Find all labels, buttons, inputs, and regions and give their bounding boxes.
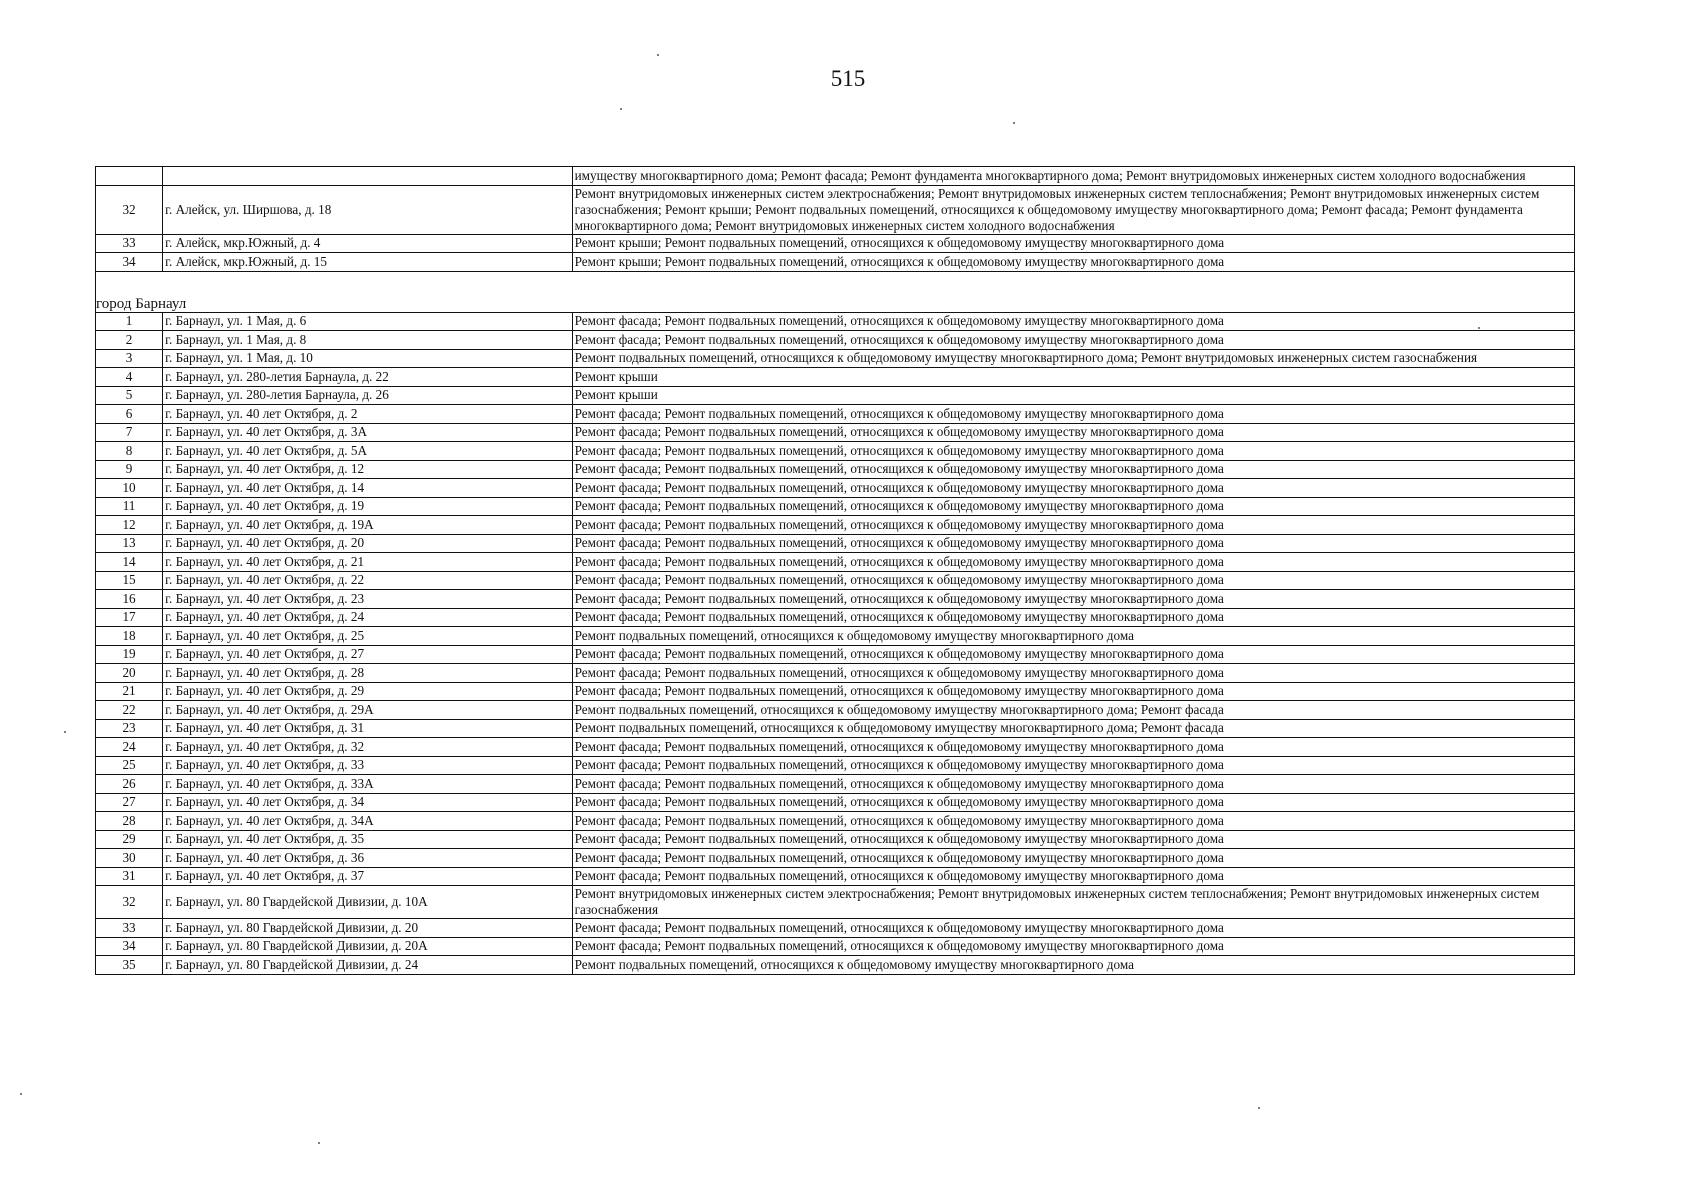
row-works: Ремонт фасада; Ремонт подвальных помещений, относящихся к общедомовому имуществу многоквартирного дома (572, 460, 1574, 479)
row-address: г. Барнаул, ул. 40 лет Октября, д. 19А (163, 516, 573, 535)
row-works: Ремонт фасада; Ремонт подвальных помещений, относящихся к общедомовому имуществу многоквартирного дома (572, 775, 1574, 794)
row-address: г. Алейск, мкр.Южный, д. 4 (163, 234, 573, 253)
table-row (96, 627, 1575, 646)
table-row (96, 645, 1575, 664)
row-address: г. Барнаул, ул. 40 лет Октября, д. 14 (163, 479, 573, 498)
table-row (96, 919, 1575, 938)
table-row (96, 775, 1575, 794)
row-address: г. Барнаул, ул. 40 лет Октября, д. 32 (163, 738, 573, 757)
row-number: 34 (96, 253, 163, 272)
spacer-row (96, 271, 1575, 292)
scan-speck (1478, 327, 1480, 329)
table-row (96, 516, 1575, 535)
row-address: г. Барнаул, ул. 1 Мая, д. 10 (163, 349, 573, 368)
table-row (96, 405, 1575, 424)
row-number: 3 (96, 349, 163, 368)
row-works: Ремонт крыши (572, 386, 1574, 405)
row-number: 12 (96, 516, 163, 535)
table-row (96, 386, 1575, 405)
row-address: г. Барнаул, ул. 40 лет Октября, д. 33А (163, 775, 573, 794)
row-number: 19 (96, 645, 163, 664)
row-number: 9 (96, 460, 163, 479)
table-row (96, 738, 1575, 757)
table-row (96, 553, 1575, 572)
row-works: Ремонт фасада; Ремонт подвальных помещений, относящихся к общедомовому имуществу многоквартирного дома (572, 571, 1574, 590)
row-works: Ремонт фасада; Ремонт подвальных помещений, относящихся к общедомовому имуществу многоквартирного дома (572, 442, 1574, 461)
row-number: 20 (96, 664, 163, 683)
table-row (96, 497, 1575, 516)
table-row (96, 849, 1575, 868)
row-works: Ремонт фасада; Ремонт подвальных помещений, относящихся к общедомовому имуществу многоквартирного дома (572, 497, 1574, 516)
row-works: Ремонт фасада; Ремонт подвальных помещений, относящихся к общедомовому имуществу многоквартирного дома (572, 645, 1574, 664)
table-row (96, 234, 1575, 253)
row-address: г. Барнаул, ул. 40 лет Октября, д. 20 (163, 534, 573, 553)
row-works: Ремонт фасада; Ремонт подвальных помещений, относящихся к общедомовому имуществу многоквартирного дома (572, 405, 1574, 424)
row-number (96, 167, 163, 186)
row-number: 35 (96, 956, 163, 975)
row-address: г. Барнаул, ул. 40 лет Октября, д. 21 (163, 553, 573, 572)
row-number: 11 (96, 497, 163, 516)
row-number: 24 (96, 738, 163, 757)
row-works: Ремонт фасада; Ремонт подвальных помещений, относящихся к общедомовому имуществу многоквартирного дома (572, 423, 1574, 442)
table-row (96, 442, 1575, 461)
row-number: 28 (96, 812, 163, 831)
row-address: г. Барнаул, ул. 40 лет Октября, д. 36 (163, 849, 573, 868)
row-works: Ремонт фасада; Ремонт подвальных помещений, относящихся к общедомовому имуществу многоквартирного дома (572, 590, 1574, 609)
row-number: 31 (96, 867, 163, 886)
row-works: Ремонт внутридомовых инженерных систем электроснабжения; Ремонт внутридомовых инженерных систем теплоснабжения; Ремонт внутридомовых инженерных систем газоснабжения (572, 886, 1574, 919)
row-number: 2 (96, 331, 163, 350)
row-number: 15 (96, 571, 163, 590)
row-works: Ремонт фасада; Ремонт подвальных помещений, относящихся к общедомовому имуществу многоквартирного дома (572, 937, 1574, 956)
row-number: 18 (96, 627, 163, 646)
row-address: г. Барнаул, ул. 40 лет Октября, д. 31 (163, 719, 573, 738)
row-works: Ремонт подвальных помещений, относящихся к общедомовому имуществу многоквартирного дома (572, 627, 1574, 646)
row-works: Ремонт фасада; Ремонт подвальных помещений, относящихся к общедомовому имуществу многоквартирного дома (572, 812, 1574, 831)
scan-speck (620, 108, 622, 110)
section-title: город Барнаул (96, 292, 1575, 313)
row-works: Ремонт подвальных помещений, относящихся к общедомовому имуществу многоквартирного дома; Ремонт фасада (572, 719, 1574, 738)
row-number: 29 (96, 830, 163, 849)
page-number: 515 (830, 66, 866, 91)
row-address: г. Барнаул, ул. 40 лет Октября, д. 28 (163, 664, 573, 683)
table-row (96, 793, 1575, 812)
row-address: г. Барнаул, ул. 40 лет Октября, д. 34А (163, 812, 573, 831)
row-works: Ремонт крыши; Ремонт подвальных помещений, относящихся к общедомовому имуществу многоквартирного дома (572, 253, 1574, 272)
row-address: г. Барнаул, ул. 80 Гвардейской Дивизии, д. 20А (163, 937, 573, 956)
table-row (96, 349, 1575, 368)
section-header-row (96, 292, 1575, 313)
row-address: г. Барнаул, ул. 40 лет Октября, д. 27 (163, 645, 573, 664)
table-row (96, 830, 1575, 849)
row-address: г. Барнаул, ул. 1 Мая, д. 8 (163, 331, 573, 350)
row-number: 26 (96, 775, 163, 794)
row-number: 17 (96, 608, 163, 627)
table-row (96, 590, 1575, 609)
row-works: Ремонт фасада; Ремонт подвальных помещений, относящихся к общедомовому имуществу многоквартирного дома (572, 793, 1574, 812)
row-number: 30 (96, 849, 163, 868)
row-number: 14 (96, 553, 163, 572)
row-works: Ремонт фасада; Ремонт подвальных помещений, относящихся к общедомовому имуществу многоквартирного дома (572, 756, 1574, 775)
row-address: г. Барнаул, ул. 80 Гвардейской Дивизии, д. 20 (163, 919, 573, 938)
table-row (96, 886, 1575, 919)
row-works: Ремонт фасада; Ремонт подвальных помещений, относящихся к общедомовому имуществу многоквартирного дома (572, 682, 1574, 701)
table-row (96, 534, 1575, 553)
row-number: 8 (96, 442, 163, 461)
row-address: г. Алейск, ул. Ширшова, д. 18 (163, 185, 573, 234)
repair-registry-table (95, 166, 1575, 975)
row-address: г. Барнаул, ул. 40 лет Октября, д. 34 (163, 793, 573, 812)
table-row (96, 701, 1575, 720)
table-row (96, 867, 1575, 886)
row-number: 5 (96, 386, 163, 405)
row-number: 32 (96, 886, 163, 919)
table-row (96, 479, 1575, 498)
table-row (96, 812, 1575, 831)
scan-speck (318, 1142, 320, 1144)
row-number: 32 (96, 185, 163, 234)
table-row (96, 956, 1575, 975)
row-works: Ремонт внутридомовых инженерных систем электроснабжения; Ремонт внутридомовых инженерных систем теплоснабжения; Ремонт внутридомовых инженерных систем газоснабжения; Ремонт крыши; Ремонт подвальных помещений, относящихся к общедомовому имуществу многоквартирного дома; Ремонт фасада; Ремонт фундамента многоквартирного дома; Ремонт внутридомовых инженерных систем холодного водоснабжения (572, 185, 1574, 234)
row-number: 13 (96, 534, 163, 553)
scan-speck (64, 731, 66, 733)
table-row (96, 167, 1575, 186)
row-address: г. Барнаул, ул. 40 лет Октября, д. 19 (163, 497, 573, 516)
row-address: г. Барнаул, ул. 80 Гвардейской Дивизии, д. 24 (163, 956, 573, 975)
row-address: г. Барнаул, ул. 40 лет Октября, д. 2 (163, 405, 573, 424)
table-row (96, 423, 1575, 442)
row-works: Ремонт фасада; Ремонт подвальных помещений, относящихся к общедомовому имуществу многоквартирного дома (572, 312, 1574, 331)
row-number: 23 (96, 719, 163, 738)
row-works: Ремонт фасада; Ремонт подвальных помещений, относящихся к общедомовому имуществу многоквартирного дома (572, 919, 1574, 938)
table-row (96, 312, 1575, 331)
table-row (96, 331, 1575, 350)
table-row (96, 253, 1575, 272)
row-number: 16 (96, 590, 163, 609)
row-number: 4 (96, 368, 163, 387)
row-works: Ремонт подвальных помещений, относящихся к общедомовому имуществу многоквартирного дома; Ремонт фасада (572, 701, 1574, 720)
row-works: Ремонт фасада; Ремонт подвальных помещений, относящихся к общедомовому имуществу многоквартирного дома (572, 331, 1574, 350)
row-address: г. Барнаул, ул. 40 лет Октября, д. 37 (163, 867, 573, 886)
row-number: 21 (96, 682, 163, 701)
row-works: Ремонт крыши (572, 368, 1574, 387)
row-address: г. Барнаул, ул. 40 лет Октября, д. 23 (163, 590, 573, 609)
row-works: Ремонт фасада; Ремонт подвальных помещений, относящихся к общедомовому имуществу многоквартирного дома (572, 516, 1574, 535)
row-address: г. Барнаул, ул. 40 лет Октября, д. 33 (163, 756, 573, 775)
table-row (96, 185, 1575, 234)
row-works: Ремонт фасада; Ремонт подвальных помещений, относящихся к общедомовому имуществу многоквартирного дома (572, 479, 1574, 498)
row-works: Ремонт крыши; Ремонт подвальных помещений, относящихся к общедомовому имуществу многоквартирного дома (572, 234, 1574, 253)
row-address: г. Барнаул, ул. 40 лет Октября, д. 24 (163, 608, 573, 627)
row-address: г. Барнаул, ул. 40 лет Октября, д. 29А (163, 701, 573, 720)
scan-speck (1258, 1107, 1260, 1109)
row-number: 7 (96, 423, 163, 442)
table-row (96, 937, 1575, 956)
row-number: 33 (96, 234, 163, 253)
scan-speck (20, 1093, 22, 1095)
row-address: г. Барнаул, ул. 80 Гвардейской Дивизии, д. 10А (163, 886, 573, 919)
row-address: г. Барнаул, ул. 40 лет Октября, д. 3А (163, 423, 573, 442)
row-number: 33 (96, 919, 163, 938)
row-works: Ремонт фасада; Ремонт подвальных помещений, относящихся к общедомовому имуществу многоквартирного дома (572, 867, 1574, 886)
scan-speck (657, 54, 659, 56)
row-number: 34 (96, 937, 163, 956)
row-number: 1 (96, 312, 163, 331)
table-row (96, 682, 1575, 701)
row-address: г. Барнаул, ул. 280-летия Барнаула, д. 26 (163, 386, 573, 405)
row-number: 10 (96, 479, 163, 498)
row-address: г. Барнаул, ул. 280-летия Барнаула, д. 22 (163, 368, 573, 387)
row-number: 22 (96, 701, 163, 720)
table-row (96, 719, 1575, 738)
row-address: г. Барнаул, ул. 1 Мая, д. 6 (163, 312, 573, 331)
registry-body (96, 167, 1575, 975)
row-address: г. Алейск, мкр.Южный, д. 15 (163, 253, 573, 272)
row-works: Ремонт фасада; Ремонт подвальных помещений, относящихся к общедомовому имуществу многоквартирного дома (572, 534, 1574, 553)
row-address: г. Барнаул, ул. 40 лет Октября, д. 22 (163, 571, 573, 590)
scan-speck (1013, 122, 1015, 124)
row-works: Ремонт фасада; Ремонт подвальных помещений, относящихся к общедомовому имуществу многоквартирного дома (572, 738, 1574, 757)
row-works: Ремонт фасада; Ремонт подвальных помещений, относящихся к общедомовому имуществу многоквартирного дома (572, 830, 1574, 849)
row-number: 6 (96, 405, 163, 424)
table-row (96, 664, 1575, 683)
row-address: г. Барнаул, ул. 40 лет Октября, д. 5А (163, 442, 573, 461)
row-address: г. Барнаул, ул. 40 лет Октября, д. 35 (163, 830, 573, 849)
row-address (163, 167, 573, 186)
row-address: г. Барнаул, ул. 40 лет Октября, д. 12 (163, 460, 573, 479)
row-works: Ремонт фасада; Ремонт подвальных помещений, относящихся к общедомовому имуществу многоквартирного дома (572, 664, 1574, 683)
table-row (96, 368, 1575, 387)
row-address: г. Барнаул, ул. 40 лет Октября, д. 29 (163, 682, 573, 701)
row-works: Ремонт подвальных помещений, относящихся к общедомовому имуществу многоквартирного дома (572, 956, 1574, 975)
row-number: 27 (96, 793, 163, 812)
row-works: Ремонт фасада; Ремонт подвальных помещений, относящихся к общедомовому имуществу многоквартирного дома (572, 608, 1574, 627)
row-number: 25 (96, 756, 163, 775)
row-works: Ремонт подвальных помещений, относящихся к общедомовому имуществу многоквартирного дома; Ремонт внутридомовых инженерных систем газоснабжения (572, 349, 1574, 368)
table-row (96, 756, 1575, 775)
row-address: г. Барнаул, ул. 40 лет Октября, д. 25 (163, 627, 573, 646)
table-row (96, 608, 1575, 627)
row-works: Ремонт фасада; Ремонт подвальных помещений, относящихся к общедомовому имуществу многоквартирного дома (572, 849, 1574, 868)
table-row (96, 571, 1575, 590)
row-works: Ремонт фасада; Ремонт подвальных помещений, относящихся к общедомовому имуществу многоквартирного дома (572, 553, 1574, 572)
row-works: имуществу многоквартирного дома; Ремонт фасада; Ремонт фундамента многоквартирного дома; Ремонт внутридомовых инженерных систем холодного водоснабжения (572, 167, 1574, 186)
table-row (96, 460, 1575, 479)
